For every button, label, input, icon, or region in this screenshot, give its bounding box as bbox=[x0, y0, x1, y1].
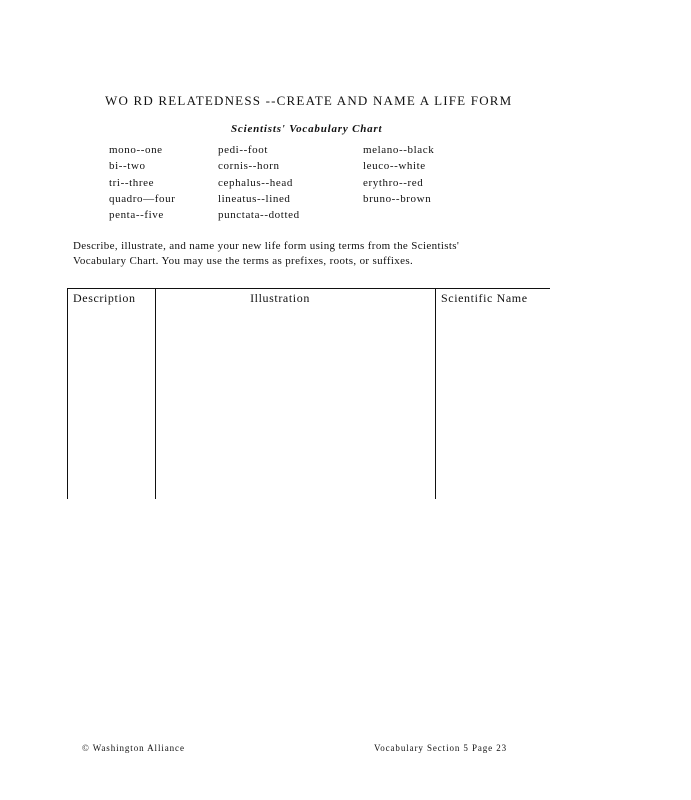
instruction-line: Vocabulary Chart. You may use the terms as prefixes, roots, or suffixes. bbox=[73, 255, 414, 267]
instruction-line: Describe, illustrate, and name your new life form using terms from the Scientists' bbox=[73, 240, 460, 252]
vocab-term: pedi--foot bbox=[218, 144, 268, 156]
illustration-header: Illustration bbox=[250, 291, 310, 305]
vocab-term: punctata--dotted bbox=[218, 209, 300, 222]
page-title: WO RD RELATEDNESS --CREATE AND NAME A LIFE FORM bbox=[105, 93, 513, 108]
scientific-name-header: Scientific Name bbox=[441, 291, 528, 305]
description-column[interactable] bbox=[67, 289, 156, 499]
vocabulary-column-colors bbox=[363, 142, 434, 207]
instructions bbox=[73, 239, 543, 269]
footer-copyright: © Washington Alliance bbox=[82, 743, 185, 753]
vocab-term: erythro--red bbox=[363, 176, 424, 189]
vocab-term: cephalus--head bbox=[218, 176, 293, 189]
vocab-term: penta--five bbox=[109, 209, 164, 222]
vocab-term: bi--two bbox=[109, 160, 146, 173]
vocab-term: melano--black bbox=[363, 144, 435, 156]
description-header: Description bbox=[73, 291, 136, 305]
vocab-term: mono--one bbox=[109, 144, 163, 156]
worksheet-table bbox=[67, 288, 550, 499]
scientific-name-column[interactable] bbox=[436, 289, 550, 499]
vocabulary-chart-title: Scientists' Vocabulary Chart bbox=[231, 123, 383, 135]
vocabulary-column-numbers bbox=[109, 142, 175, 223]
vocab-term: cornis--horn bbox=[218, 160, 280, 173]
vocab-term: lineatus--lined bbox=[218, 192, 291, 205]
vocab-term: tri--three bbox=[109, 176, 155, 189]
vocab-term: bruno--brown bbox=[363, 192, 432, 205]
vocabulary-column-features bbox=[218, 142, 300, 223]
vocab-term: quadro—four bbox=[109, 192, 176, 205]
footer-page-number: Vocabulary Section 5 Page 23 bbox=[374, 743, 508, 753]
illustration-column[interactable] bbox=[155, 289, 436, 499]
vocab-term: leuco--white bbox=[363, 160, 426, 173]
